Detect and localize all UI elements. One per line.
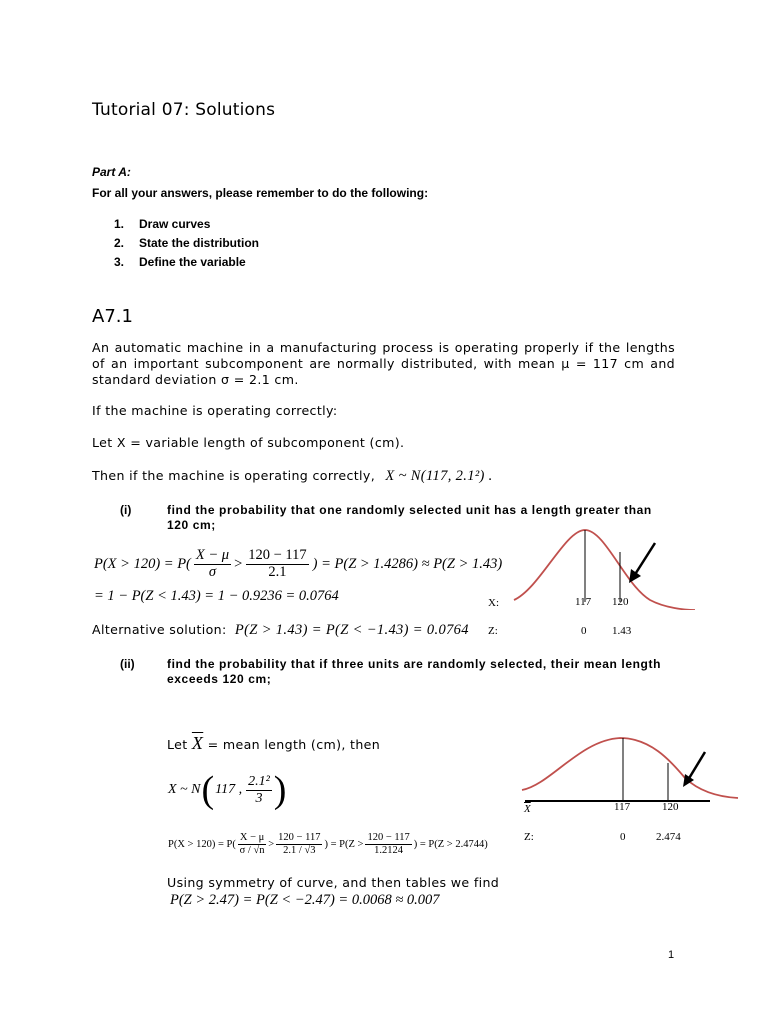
question-number: (i) [120,503,132,517]
distribution-lhs: X ~ N [168,782,201,797]
axis-x-label: $\overline{X}$ [524,803,531,815]
mean-symbol: $\overline{X}$ [191,733,204,753]
fraction-numerator: 120 − 117 [367,832,410,843]
fraction-part: σ [239,844,246,856]
normal-curve-2 [520,730,740,810]
mean-distribution [168,768,286,812]
fraction-denominator: σ [208,563,217,580]
list-item-number: 1. [114,217,125,231]
part-a-instruction: For all your answers, please remember to do the following: [92,186,429,200]
question-text: find the probability that if three units are randomly selected, their mean length exceeds 120 cm; [167,657,662,686]
final-answer: P(Z > 2.47) = P(Z < −2.47) = 0.0068 ≈ 0.007 [170,892,440,908]
equation-part: P(X > 120) = P( [94,555,191,572]
fraction [246,548,308,581]
then-text-label: Then if the machine is operating correctly, [92,468,376,483]
let-label: Let [167,737,188,752]
axis-z-label: Z: [488,625,498,637]
arrow-shaft [634,543,655,576]
fraction-part: √n [253,844,265,856]
then-text [92,468,493,484]
fraction [365,832,411,856]
alternative-solution [92,622,469,638]
fraction-denominator: 2.1 [268,563,287,580]
axis-z-tick: 1.43 [612,625,632,637]
arrow-head [683,774,694,787]
equation-part: > [234,555,243,572]
fraction-numerator: 120 − 117 [248,547,307,563]
fraction-denominator: 1.2124 [374,844,404,856]
axis-x-tick: 117 [614,801,631,813]
normal-curve-line [514,530,695,610]
equation-part: > [268,838,275,850]
axis-z-tick: 0 [581,625,587,637]
question-text: find the probability that one randomly selected unit has a length greater than 120 cm; [167,503,652,532]
part-a-label: Part A: [92,165,131,179]
operating-correctly-text: If the machine is operating correctly: [92,403,338,418]
let-x-text: Let X = variable length of subcomponent (cm). [92,435,405,450]
axis-x-label: X: [488,597,499,609]
list-item: Define the variable [139,255,246,269]
fraction-numerator: 2.1² [248,774,270,790]
list-item: Draw curves [139,217,211,231]
symmetry-text: Using symmetry of curve, and then tables we find [167,875,500,890]
fraction-part: 2.1 [283,844,297,856]
distribution-mean: 117 , [215,782,243,797]
paren-left: ( [201,769,215,811]
fraction-denominator: σ / √n [239,844,265,856]
axis-x-tick: 120 [612,596,629,608]
let-mean-text [167,735,380,753]
equation-part: ) = P(Z > [324,838,364,850]
list-item: State the distribution [139,236,259,250]
arrow-shaft [688,752,705,780]
axis-z-tick: 0 [620,831,626,843]
fraction [194,548,231,581]
fraction [246,774,272,806]
mean-probability-equation [168,832,488,856]
distribution-formula: X ~ N(117, 2.1²) . [385,468,493,484]
equation-part: ) = P(Z > 2.4744) [413,838,488,850]
fraction-part: √3 [304,844,316,856]
fraction-numerator: X − μ [239,832,265,843]
equation-line-1 [94,548,502,581]
fraction-numerator: 120 − 117 [278,832,321,843]
fraction [238,832,266,856]
axis-z-label: Z: [524,831,534,843]
normal-curve-1 [500,510,720,610]
fraction-denominator: 2.1 / √3 [283,844,316,856]
fraction [276,832,322,856]
axis-x-tick: 120 [662,801,679,813]
alternative-formula: P(Z > 1.43) = P(Z < −1.43) = 0.0764 [234,622,469,638]
equation-part: P(X > 120) = P( [168,838,236,850]
axis-x-tick: 117 [575,596,592,608]
axis-z-tick: 2.474 [656,831,681,843]
fraction-numerator: X − μ [195,547,230,563]
paren-right: ) [273,769,287,811]
equation-part: ) = P(Z > 1.4286) ≈ P(Z > 1.43) [312,555,503,572]
question-number: (ii) [120,657,135,671]
fraction-denominator: 3 [255,790,263,806]
section-heading: A7.1 [92,306,133,327]
list-item-number: 2. [114,236,125,250]
list-item-number: 3. [114,255,125,269]
page-number: 1 [668,949,675,961]
normal-curve-line [522,738,738,798]
alternative-label: Alternative solution: [92,622,227,637]
arrow-head [629,569,641,583]
intro-paragraph: An automatic machine in a manufacturing process is operating properly if the lengths of an important subcomponent are normally distributed, with mean μ = 117 cm and standard deviation σ = 2.1 cm. [92,340,675,387]
let-description: = mean length (cm), then [207,737,381,752]
equation-line-2: = 1 − P(Z < 1.43) = 1 − 0.9236 = 0.0764 [94,588,339,604]
page-title: Tutorial 07: Solutions [92,100,276,120]
